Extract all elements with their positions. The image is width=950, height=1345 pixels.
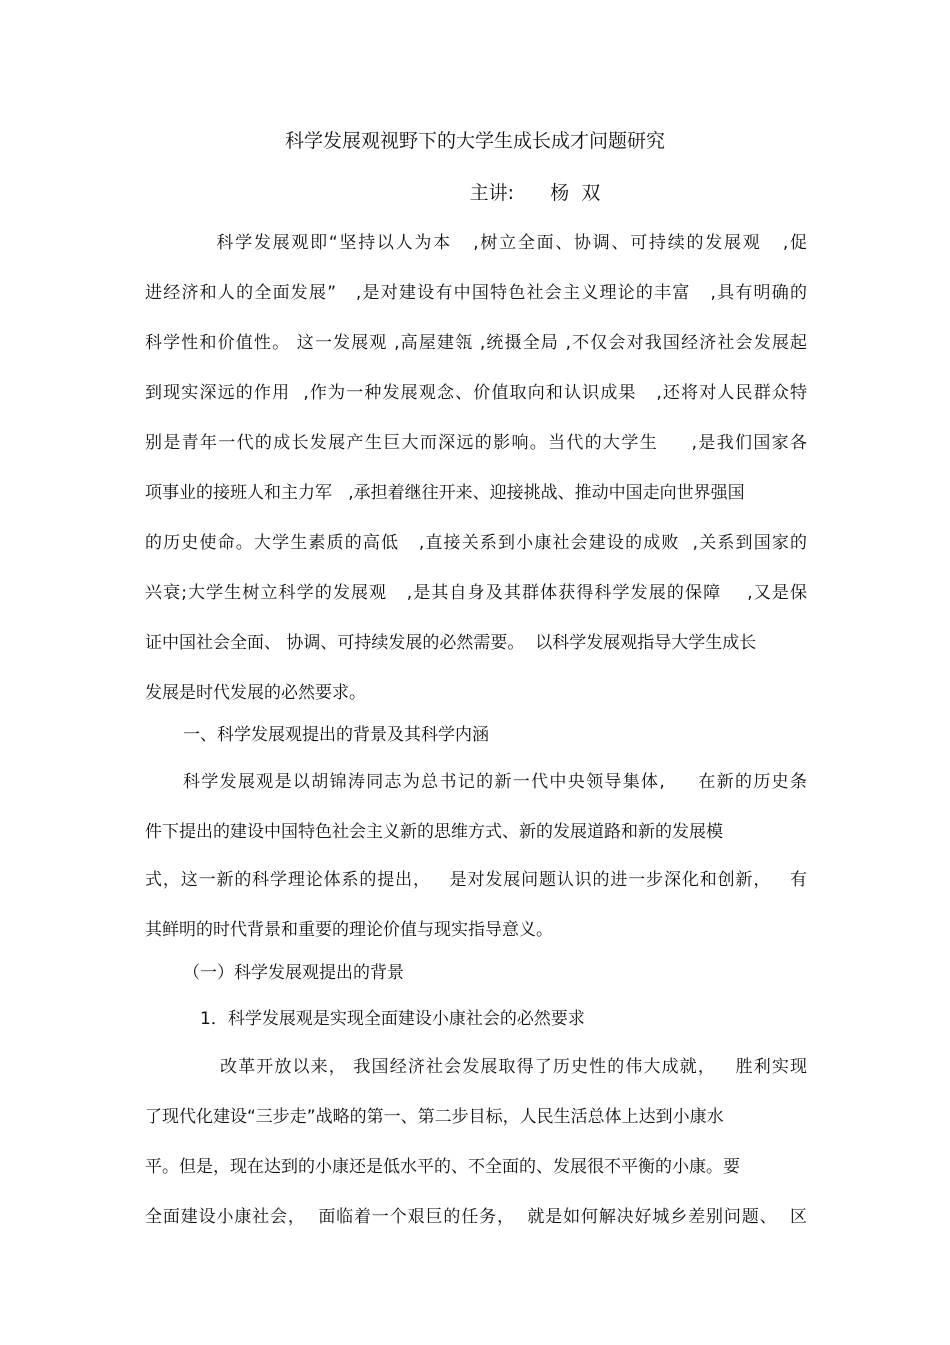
document-title: 科学发展观视野下的大学生成长成才问题研究 [284, 130, 665, 152]
subsection-heading: （一）科学发展观提出的背景 [183, 963, 404, 983]
paragraph-line: 件下提出的建设中国特色社会主义新的思维方式、新的发展道路和新的发展模 [145, 822, 723, 842]
paragraph-line: 发展是时代发展的必然要求。 [145, 683, 366, 703]
paragraph-line: 证中国社会全面、 协调、可持续发展的必然需要。 以科学发展观指导大学生成长 [145, 633, 757, 653]
paragraph-line: 科学性和价值性。 这一发展观 ,高屋建瓴 ,统摄全局 ,不仅会对我国经济社会发展起 [145, 333, 807, 353]
paragraph-line: 全面建设小康社会， 面临着一个艰巨的任务， 就是如何解决好城乡差别问题、 区 [145, 1207, 807, 1227]
paragraph-line: 了现代化建设“三步走”战略的第一、第二步目标，人民生活总体上达到小康水 [145, 1107, 724, 1127]
paragraph-line: 改革开放以来， 我国经济社会发展取得了历史性的伟大成就， 胜利实现 [220, 1057, 807, 1077]
paragraph-line: 别是青年一代的成长发展产生巨大而深远的影响。当代的大学生 ,是我们国家各 [145, 433, 807, 453]
subsubsection-heading: 1．科学发展观是实现全面建设小康社会的必然要求 [200, 1009, 585, 1029]
paragraph-line: 进经济和人的全面发展” ,是对建设有中国特色社会主义理论的丰富 ,具有明确的 [145, 283, 807, 303]
paragraph-line: 项事业的接班人和主力军 ,承担着继往开来、迎接挑战、推动中国走向世界强国 [145, 483, 745, 503]
paragraph-line: 式，这一新的科学理论体系的提出， 是对发展问题认识的进一步深化和创新， 有 [145, 870, 807, 890]
paragraph-line: 到现实深远的作用 ,作为一种发展观念、价值取向和认识成果 ,还将对人民群众特 [145, 383, 807, 403]
section-heading: 一、科学发展观提出的背景及其科学内涵 [183, 725, 489, 745]
paragraph-line: 其鲜明的时代背景和重要的理论价值与现实指导意义。 [145, 920, 553, 940]
paragraph-line: 的历史使命。大学生素质的高低 ,直接关系到小康社会建设的成败 ,关系到国家的 [145, 533, 807, 553]
paragraph-line: 平。但是，现在达到的小康还是低水平的、不全面的、发展很不平衡的小康。要 [145, 1157, 740, 1177]
paragraph-line: 兴衰;大学生树立科学的发展观 ,是其自身及其群体获得科学发展的保障 ,又是保 [145, 583, 807, 603]
speaker-line: 主讲: 杨 双 [469, 182, 601, 204]
paragraph-line: 科学发展观即“坚持以人为本 ,树立全面、协调、可持续的发展观 ,促 [145, 233, 807, 253]
paragraph-line: 科学发展观是以胡锦涛同志为总书记的新一代中央领导集体, 在新的历史条 [183, 772, 807, 792]
